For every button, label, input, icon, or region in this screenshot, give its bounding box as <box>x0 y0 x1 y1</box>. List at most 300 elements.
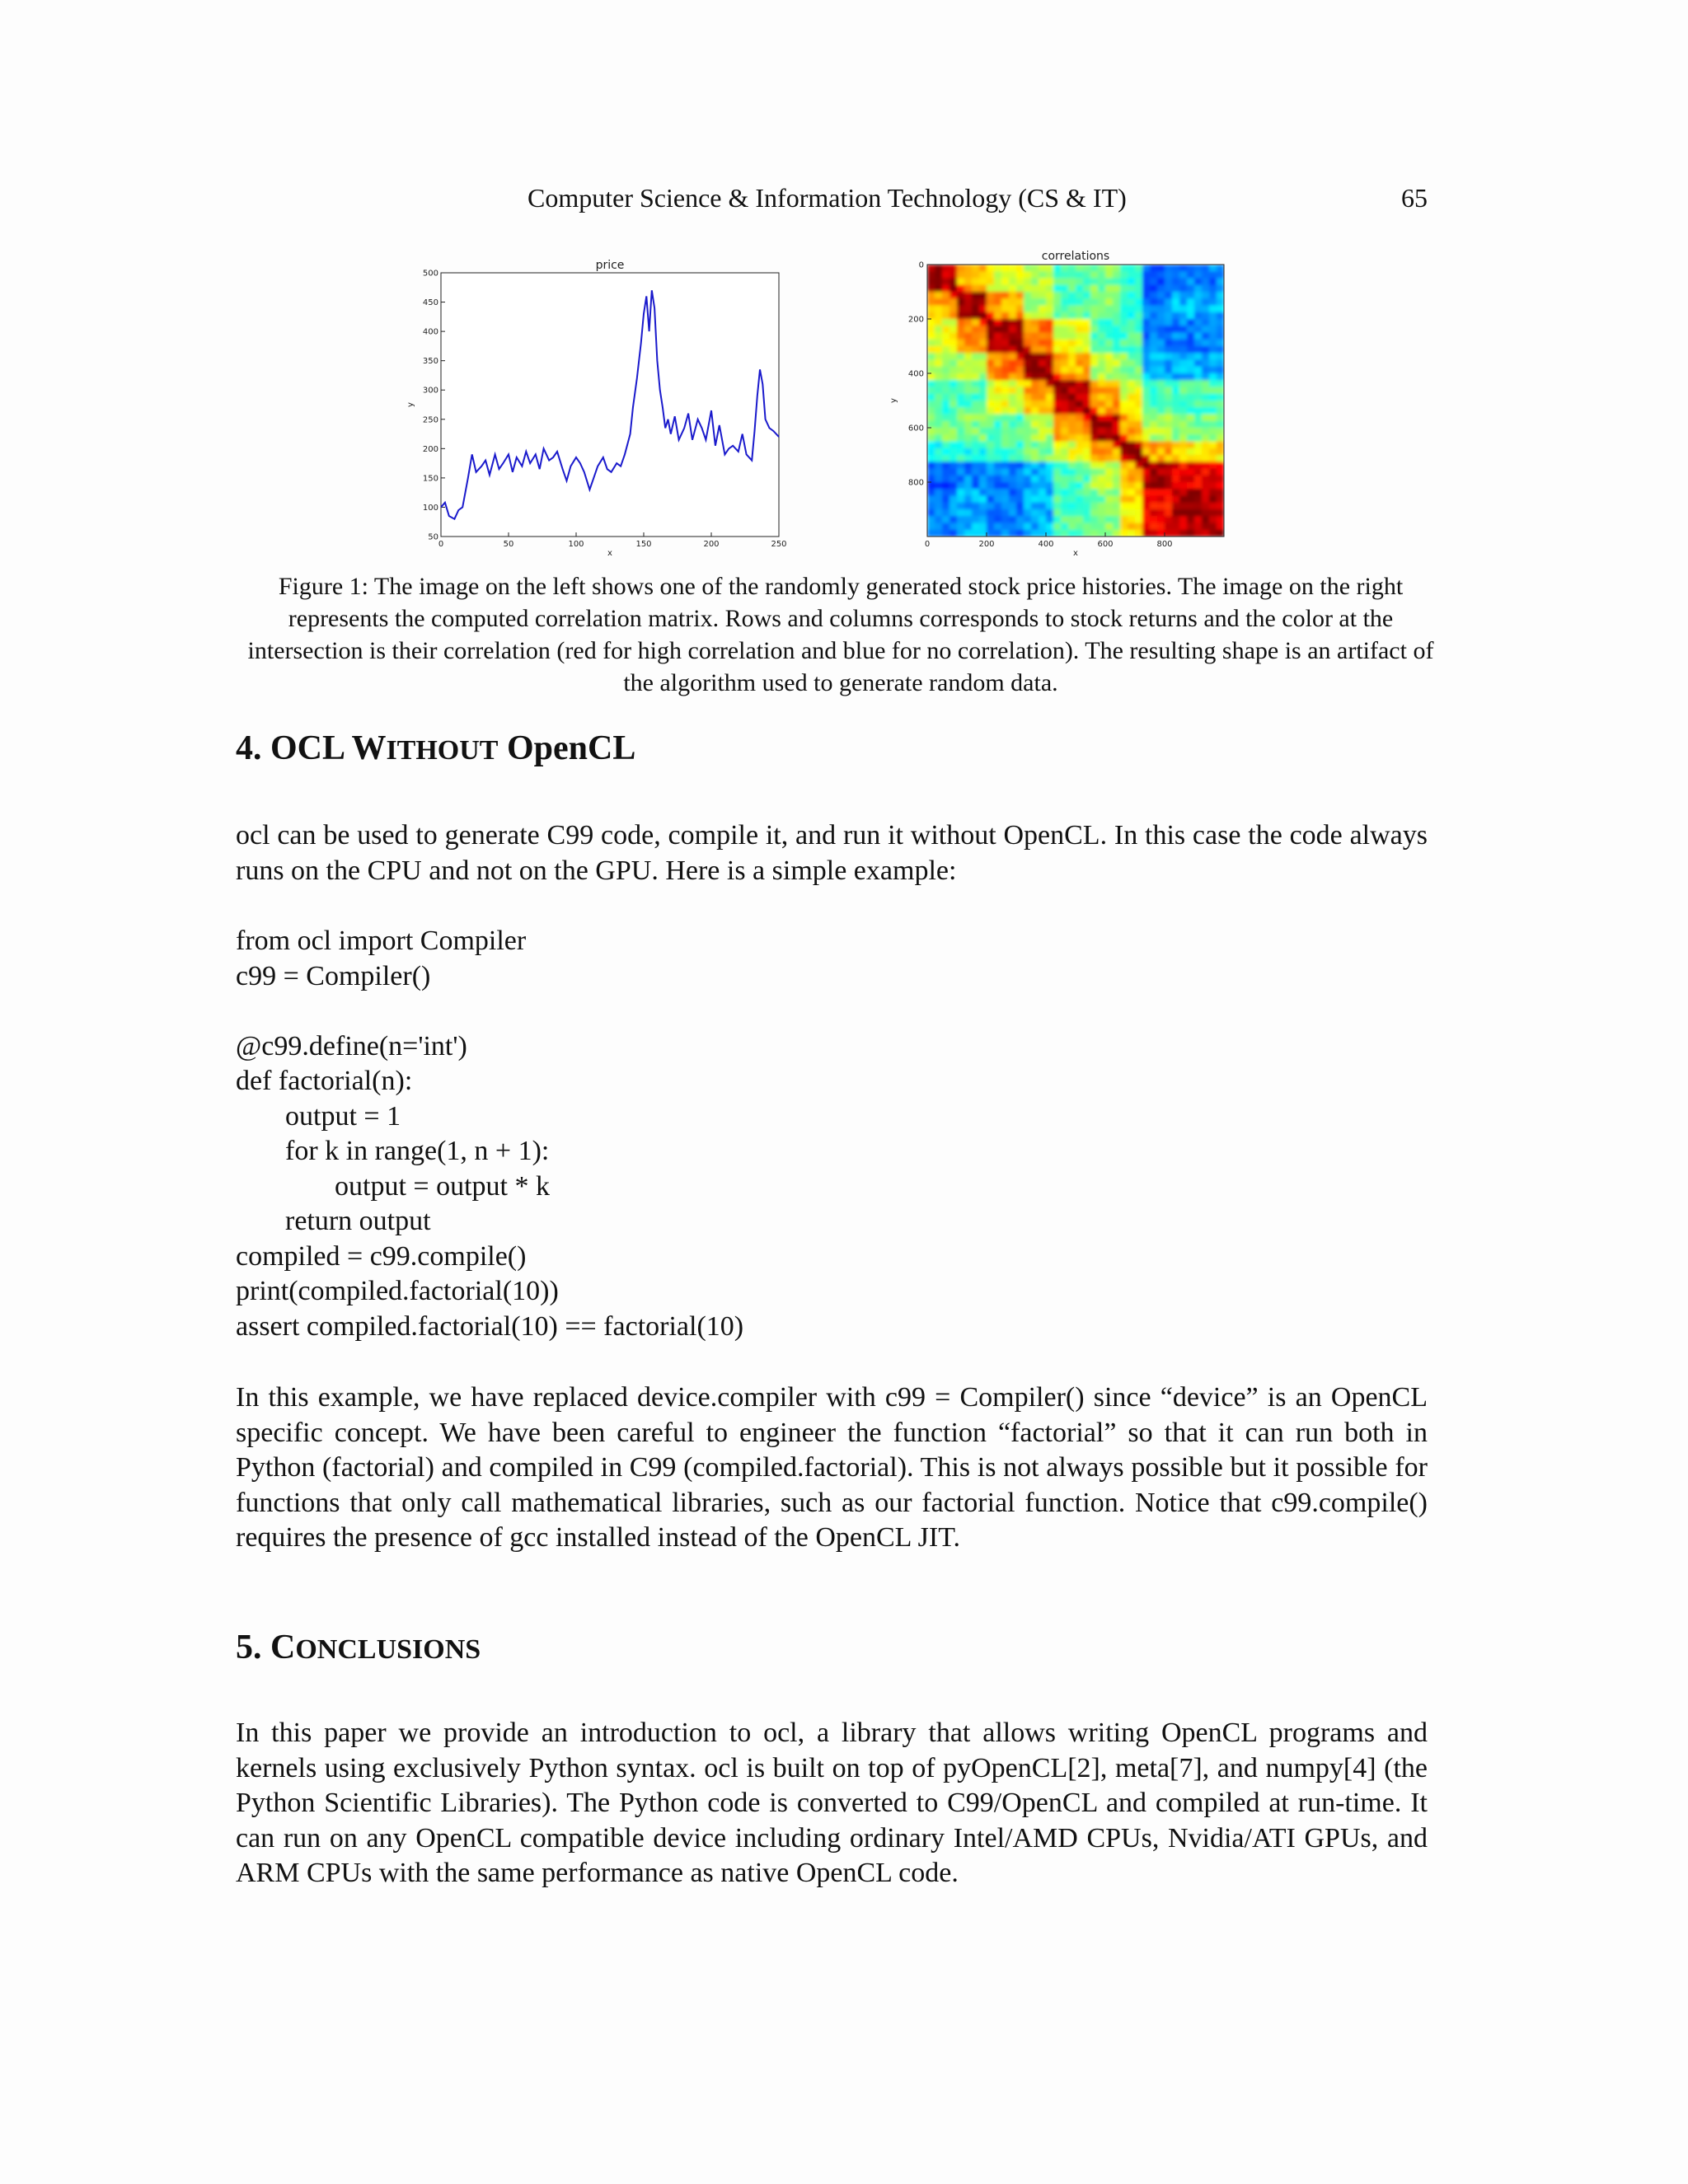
heatmap-cell <box>1120 279 1128 286</box>
heatmap-cell <box>1016 346 1025 354</box>
correlation-ytick-label: 200 <box>907 315 924 325</box>
heatmap-cell <box>1209 373 1217 381</box>
heatmap-cell <box>1076 496 1084 504</box>
heatmap-cell <box>1165 380 1173 387</box>
heatmap-cell <box>1113 271 1121 279</box>
heatmap-cell <box>972 319 980 326</box>
heatmap-cell <box>942 415 950 422</box>
heatmap-cell <box>1209 298 1217 306</box>
heatmap-cell <box>1024 319 1032 326</box>
heatmap-cell <box>927 489 935 496</box>
heatmap-cell <box>1150 407 1158 415</box>
heatmap-cell <box>1053 346 1062 354</box>
heatmap-cell <box>1120 298 1128 306</box>
heatmap-cell <box>942 285 950 293</box>
heatmap-cell <box>994 271 1002 279</box>
heatmap-cell <box>1187 455 1195 462</box>
heatmap-cell <box>1053 496 1062 504</box>
heatmap-cell <box>994 292 1002 299</box>
heatmap-cell <box>972 516 980 523</box>
heatmap-cell <box>1001 387 1010 395</box>
heatmap-cell <box>1194 434 1203 442</box>
heatmap-cell <box>1076 482 1084 490</box>
heatmap-cell <box>1016 360 1025 368</box>
heatmap-cell <box>1016 415 1025 422</box>
heatmap-cell <box>1202 340 1210 347</box>
heatmap-cell <box>1061 373 1069 381</box>
heatmap-cell <box>1209 333 1217 340</box>
heatmap-cell <box>1053 516 1062 523</box>
heatmap-cell <box>935 442 943 449</box>
heatmap-cell <box>994 523 1002 531</box>
heatmap-cell <box>1076 353 1084 360</box>
heatmap-cell <box>1009 523 1017 531</box>
heatmap-cell <box>1187 394 1195 401</box>
heatmap-cell <box>1024 333 1032 340</box>
heatmap-cell <box>1120 333 1128 340</box>
heatmap-cell <box>1165 489 1173 496</box>
heatmap-cell <box>1083 434 1091 442</box>
heatmap-cell <box>1053 442 1062 449</box>
heatmap-cell <box>1128 367 1136 374</box>
heatmap-cell <box>1001 401 1010 408</box>
heatmap-cell <box>1009 462 1017 469</box>
heatmap-cell <box>1068 285 1076 293</box>
heatmap-cell <box>1039 516 1047 523</box>
heatmap-cell <box>1009 407 1017 415</box>
heatmap-cell <box>972 387 980 395</box>
heatmap-cell <box>1194 298 1203 306</box>
heatmap-cell <box>1053 428 1062 435</box>
heatmap-cell <box>987 516 995 523</box>
heatmap-cell <box>1194 394 1203 401</box>
heatmap-cell <box>1090 271 1099 279</box>
heatmap-cell <box>935 285 943 293</box>
heatmap-cell <box>1016 421 1025 429</box>
heatmap-cell <box>1046 428 1054 435</box>
heatmap-cell <box>1098 340 1106 347</box>
heatmap-cell <box>935 455 943 462</box>
heatmap-cell <box>1194 482 1203 490</box>
heatmap-cell <box>1039 265 1047 272</box>
heatmap-cell <box>950 333 958 340</box>
heatmap-cell <box>1150 373 1158 381</box>
heatmap-cell <box>1039 415 1047 422</box>
heatmap-cell <box>1039 279 1047 286</box>
heatmap-cell <box>964 373 973 381</box>
heatmap-cell <box>1150 333 1158 340</box>
heatmap-cell <box>1135 353 1143 360</box>
heatmap-cell <box>1009 415 1017 422</box>
heatmap-cell <box>950 292 958 299</box>
heatmap-cell <box>1076 326 1084 333</box>
heatmap-cell <box>1150 401 1158 408</box>
heatmap-cell <box>1172 455 1180 462</box>
heatmap-cell <box>1083 401 1091 408</box>
heatmap-cell <box>979 279 987 286</box>
heatmap-cell <box>1068 482 1076 490</box>
heatmap-cell <box>1105 292 1114 299</box>
heatmap-cell <box>1150 434 1158 442</box>
heatmap-cell <box>1172 503 1180 510</box>
heatmap-cell <box>1061 462 1069 469</box>
section-4-heading-lead: 4. OCL W <box>236 729 387 767</box>
heatmap-cell <box>1194 380 1203 387</box>
heatmap-cell <box>1113 373 1121 381</box>
heatmap-cell <box>1142 516 1151 523</box>
heatmap-cell <box>942 367 950 374</box>
heatmap-cell <box>987 509 995 517</box>
heatmap-cell <box>1024 360 1032 368</box>
heatmap-cell <box>1179 421 1188 429</box>
heatmap-cell <box>994 265 1002 272</box>
heatmap-cell <box>979 455 987 462</box>
heatmap-cell <box>1209 340 1217 347</box>
heatmap-cell <box>1202 367 1210 374</box>
heatmap-cell <box>1142 496 1151 504</box>
heatmap-cell <box>979 292 987 299</box>
heatmap-cell <box>994 434 1002 442</box>
heatmap-cell <box>1083 306 1091 313</box>
heatmap-cell <box>1061 489 1069 496</box>
heatmap-cell <box>1165 434 1173 442</box>
heatmap-cell <box>1001 265 1010 272</box>
heatmap-cell <box>1142 333 1151 340</box>
heatmap-cell <box>927 271 935 279</box>
heatmap-cell <box>1150 415 1158 422</box>
heatmap-cell <box>972 503 980 510</box>
heatmap-cell <box>957 387 965 395</box>
heatmap-cell <box>927 387 935 395</box>
heatmap-cell <box>1120 367 1128 374</box>
heatmap-cell <box>972 298 980 306</box>
heatmap-cell <box>1083 503 1091 510</box>
heatmap-cell <box>1157 503 1165 510</box>
heatmap-cell <box>1009 530 1017 537</box>
heatmap-cell <box>1076 455 1084 462</box>
heatmap-cell <box>1024 407 1032 415</box>
figure-1 <box>392 244 1249 559</box>
heatmap-cell <box>1105 326 1114 333</box>
heatmap-cell <box>1179 442 1188 449</box>
heatmap-cell <box>1024 509 1032 517</box>
heatmap-cell <box>1068 298 1076 306</box>
heatmap-cell <box>1039 448 1047 456</box>
heatmap-cell <box>1217 415 1225 422</box>
heatmap-cell <box>979 503 987 510</box>
heatmap-cell <box>1031 298 1039 306</box>
heatmap-cell <box>1076 421 1084 429</box>
correlation-chart <box>886 244 1249 559</box>
heatmap-cell <box>1009 476 1017 483</box>
heatmap-cell <box>1202 469 1210 476</box>
heatmap-cell <box>1142 434 1151 442</box>
heatmap-cell <box>1120 340 1128 347</box>
heatmap-cell <box>994 421 1002 429</box>
heatmap-cell <box>1142 367 1151 374</box>
heatmap-cell <box>1113 523 1121 531</box>
heatmap-cell <box>1157 448 1165 456</box>
heatmap-cell <box>972 415 980 422</box>
heatmap-cell <box>935 319 943 326</box>
heatmap-cell <box>1039 285 1047 293</box>
heatmap-cell <box>1120 503 1128 510</box>
heatmap-cell <box>1113 292 1121 299</box>
heatmap-cell <box>972 401 980 408</box>
heatmap-cell <box>1068 394 1076 401</box>
heatmap-cell <box>979 387 987 395</box>
heatmap-cell <box>927 476 935 483</box>
heatmap-cell <box>1217 312 1225 320</box>
heatmap-cell <box>987 523 995 531</box>
heatmap-cell <box>1179 489 1188 496</box>
heatmap-cell <box>1209 523 1217 531</box>
heatmap-cell <box>1179 523 1188 531</box>
heatmap-cell <box>1061 415 1069 422</box>
correlation-ytick-label: 0 <box>918 260 924 270</box>
heatmap-cell <box>1083 469 1091 476</box>
heatmap-cell <box>1179 306 1188 313</box>
heatmap-cell <box>994 312 1002 320</box>
heatmap-cell <box>979 285 987 293</box>
heatmap-cell <box>1142 482 1151 490</box>
heatmap-cell <box>1165 469 1173 476</box>
heatmap-cell <box>1150 455 1158 462</box>
heatmap-cell <box>1068 421 1076 429</box>
heatmap-cell <box>1202 530 1210 537</box>
heatmap-cell <box>935 421 943 429</box>
heatmap-cell <box>1009 455 1017 462</box>
heatmap-cell <box>1194 421 1203 429</box>
heatmap-cell <box>1120 496 1128 504</box>
section-4-heading-tail: OpenCL <box>498 729 636 767</box>
heatmap-cell <box>1172 442 1180 449</box>
heatmap-cell <box>979 401 987 408</box>
heatmap-cell <box>1076 523 1084 531</box>
heatmap-cell <box>1046 265 1054 272</box>
heatmap-cell <box>1187 298 1195 306</box>
heatmap-cell <box>1083 530 1091 537</box>
heatmap-cell <box>1209 380 1217 387</box>
heatmap-cell <box>1217 306 1225 313</box>
correlation-xlabel: x <box>1073 549 1078 558</box>
heatmap-cell <box>1187 285 1195 293</box>
heatmap-cell <box>1172 292 1180 299</box>
heatmap-cell <box>1031 476 1039 483</box>
heatmap-cell <box>1001 340 1010 347</box>
heatmap-cell <box>927 292 935 299</box>
heatmap-cell <box>1053 360 1062 368</box>
heatmap-cell <box>942 312 950 320</box>
heatmap-cell <box>1046 373 1054 381</box>
heatmap-cell <box>964 509 973 517</box>
heatmap-cell <box>950 428 958 435</box>
heatmap-cell <box>1105 462 1114 469</box>
heatmap-cell <box>927 516 935 523</box>
heatmap-cell <box>987 360 995 368</box>
heatmap-cell <box>1098 530 1106 537</box>
heatmap-cell <box>1172 265 1180 272</box>
heatmap-cell <box>1016 394 1025 401</box>
heatmap-cell <box>1128 312 1136 320</box>
heatmap-cell <box>979 367 987 374</box>
heatmap-cell <box>1024 421 1032 429</box>
heatmap-cell <box>1039 353 1047 360</box>
heatmap-cell <box>1187 482 1195 490</box>
heatmap-cell <box>1113 469 1121 476</box>
heatmap-cell <box>950 482 958 490</box>
heatmap-cell <box>927 279 935 286</box>
heatmap-cell <box>1031 319 1039 326</box>
heatmap-cell <box>935 353 943 360</box>
heatmap-cell <box>1001 292 1010 299</box>
heatmap-cell <box>1179 462 1188 469</box>
heatmap-cell <box>950 434 958 442</box>
heatmap-cell <box>1150 346 1158 354</box>
heatmap-cell <box>1053 415 1062 422</box>
heatmap-cell <box>972 496 980 504</box>
heatmap-cell <box>972 346 980 354</box>
heatmap-cell <box>1142 489 1151 496</box>
heatmap-cell <box>1001 455 1010 462</box>
heatmap-cell <box>1098 407 1106 415</box>
heatmap-cell <box>1128 489 1136 496</box>
heatmap-cell <box>1150 462 1158 469</box>
heatmap-cell <box>1076 360 1084 368</box>
heatmap-cell <box>964 319 973 326</box>
heatmap-cell <box>1001 298 1010 306</box>
heatmap-cell <box>1217 360 1225 368</box>
heatmap-cell <box>1194 523 1203 531</box>
heatmap-cell <box>1090 415 1099 422</box>
heatmap-cell <box>1068 407 1076 415</box>
heatmap-cell <box>1024 285 1032 293</box>
heatmap-cell <box>1128 401 1136 408</box>
heatmap-cell <box>987 503 995 510</box>
heatmap-cell <box>935 279 943 286</box>
heatmap-cell <box>979 407 987 415</box>
heatmap-cell <box>987 448 995 456</box>
heatmap-cell <box>1135 312 1143 320</box>
heatmap-cell <box>1194 271 1203 279</box>
heatmap-cell <box>1039 319 1047 326</box>
heatmap-cell <box>1120 271 1128 279</box>
heatmap-cell <box>1157 333 1165 340</box>
heatmap-cell <box>950 306 958 313</box>
heatmap-cell <box>1039 469 1047 476</box>
heatmap-cell <box>1187 271 1195 279</box>
heatmap-cell <box>950 530 958 537</box>
heatmap-cell <box>1090 496 1099 504</box>
heatmap-cell <box>1165 285 1173 293</box>
heatmap-cell <box>1024 271 1032 279</box>
heatmap-cell <box>1179 530 1188 537</box>
heatmap-cell <box>1202 401 1210 408</box>
heatmap-cell <box>994 333 1002 340</box>
heatmap-cell <box>1120 469 1128 476</box>
heatmap-cell <box>1098 279 1106 286</box>
heatmap-cell <box>1016 469 1025 476</box>
heatmap-cell <box>1165 360 1173 368</box>
heatmap-cell <box>972 509 980 517</box>
heatmap-cell <box>1165 415 1173 422</box>
heatmap-cell <box>1202 516 1210 523</box>
heatmap-cell <box>1105 333 1114 340</box>
heatmap-cell <box>1194 279 1203 286</box>
heatmap-cell <box>1076 319 1084 326</box>
heatmap-cell <box>1031 415 1039 422</box>
heatmap-cell <box>1165 326 1173 333</box>
heatmap-cell <box>1001 523 1010 531</box>
heatmap-cell <box>1046 271 1054 279</box>
heatmap-cell <box>1001 448 1010 456</box>
heatmap-cell <box>1068 489 1076 496</box>
heatmap-cell <box>964 353 973 360</box>
heatmap-cell <box>1039 530 1047 537</box>
heatmap-cell <box>1098 509 1106 517</box>
heatmap-cell <box>1120 428 1128 435</box>
heatmap-cell <box>1053 326 1062 333</box>
heatmap-cell <box>1076 434 1084 442</box>
heatmap-cell <box>950 387 958 395</box>
heatmap-cell <box>1165 421 1173 429</box>
heatmap-cell <box>1083 523 1091 531</box>
heatmap-cell <box>1113 367 1121 374</box>
heatmap-cell <box>1209 387 1217 395</box>
heatmap-cell <box>1150 469 1158 476</box>
heatmap-cell <box>1046 367 1054 374</box>
heatmap-cell <box>1009 285 1017 293</box>
heatmap-cell <box>1105 509 1114 517</box>
heatmap-cell <box>1061 333 1069 340</box>
heatmap-cell <box>1128 353 1136 360</box>
heatmap-cell <box>1105 394 1114 401</box>
heatmap-cell <box>1016 367 1025 374</box>
heatmap-cell <box>957 509 965 517</box>
heatmap-cell <box>1202 387 1210 395</box>
heatmap-cell <box>1105 455 1114 462</box>
heatmap-cell <box>1202 360 1210 368</box>
heatmap-cell <box>1061 530 1069 537</box>
heatmap-cell <box>972 455 980 462</box>
heatmap-cell <box>1039 367 1047 374</box>
heatmap-cell <box>1061 442 1069 449</box>
heatmap-cell <box>1090 428 1099 435</box>
heatmap-cell <box>1165 530 1173 537</box>
heatmap-cell <box>994 306 1002 313</box>
heatmap-cell <box>942 516 950 523</box>
heatmap-cell <box>987 265 995 272</box>
heatmap-cell <box>1128 482 1136 490</box>
heatmap-cell <box>1142 360 1151 368</box>
heatmap-cell <box>1217 373 1225 381</box>
heatmap-cell <box>1090 509 1099 517</box>
heatmap-cell <box>1150 298 1158 306</box>
heatmap-cell <box>942 496 950 504</box>
heatmap-cell <box>1194 489 1203 496</box>
heatmap-cell <box>1031 469 1039 476</box>
heatmap-cell <box>964 279 973 286</box>
code-line: compiled = c99.compile() <box>236 1240 527 1272</box>
heatmap-cell <box>1098 428 1106 435</box>
heatmap-cell <box>1157 489 1165 496</box>
heatmap-cell <box>1061 401 1069 408</box>
heatmap-cell <box>1142 265 1151 272</box>
heatmap-cell <box>1179 455 1188 462</box>
heatmap-cell <box>987 434 995 442</box>
heatmap-cell <box>979 421 987 429</box>
heatmap-cell <box>1046 407 1054 415</box>
